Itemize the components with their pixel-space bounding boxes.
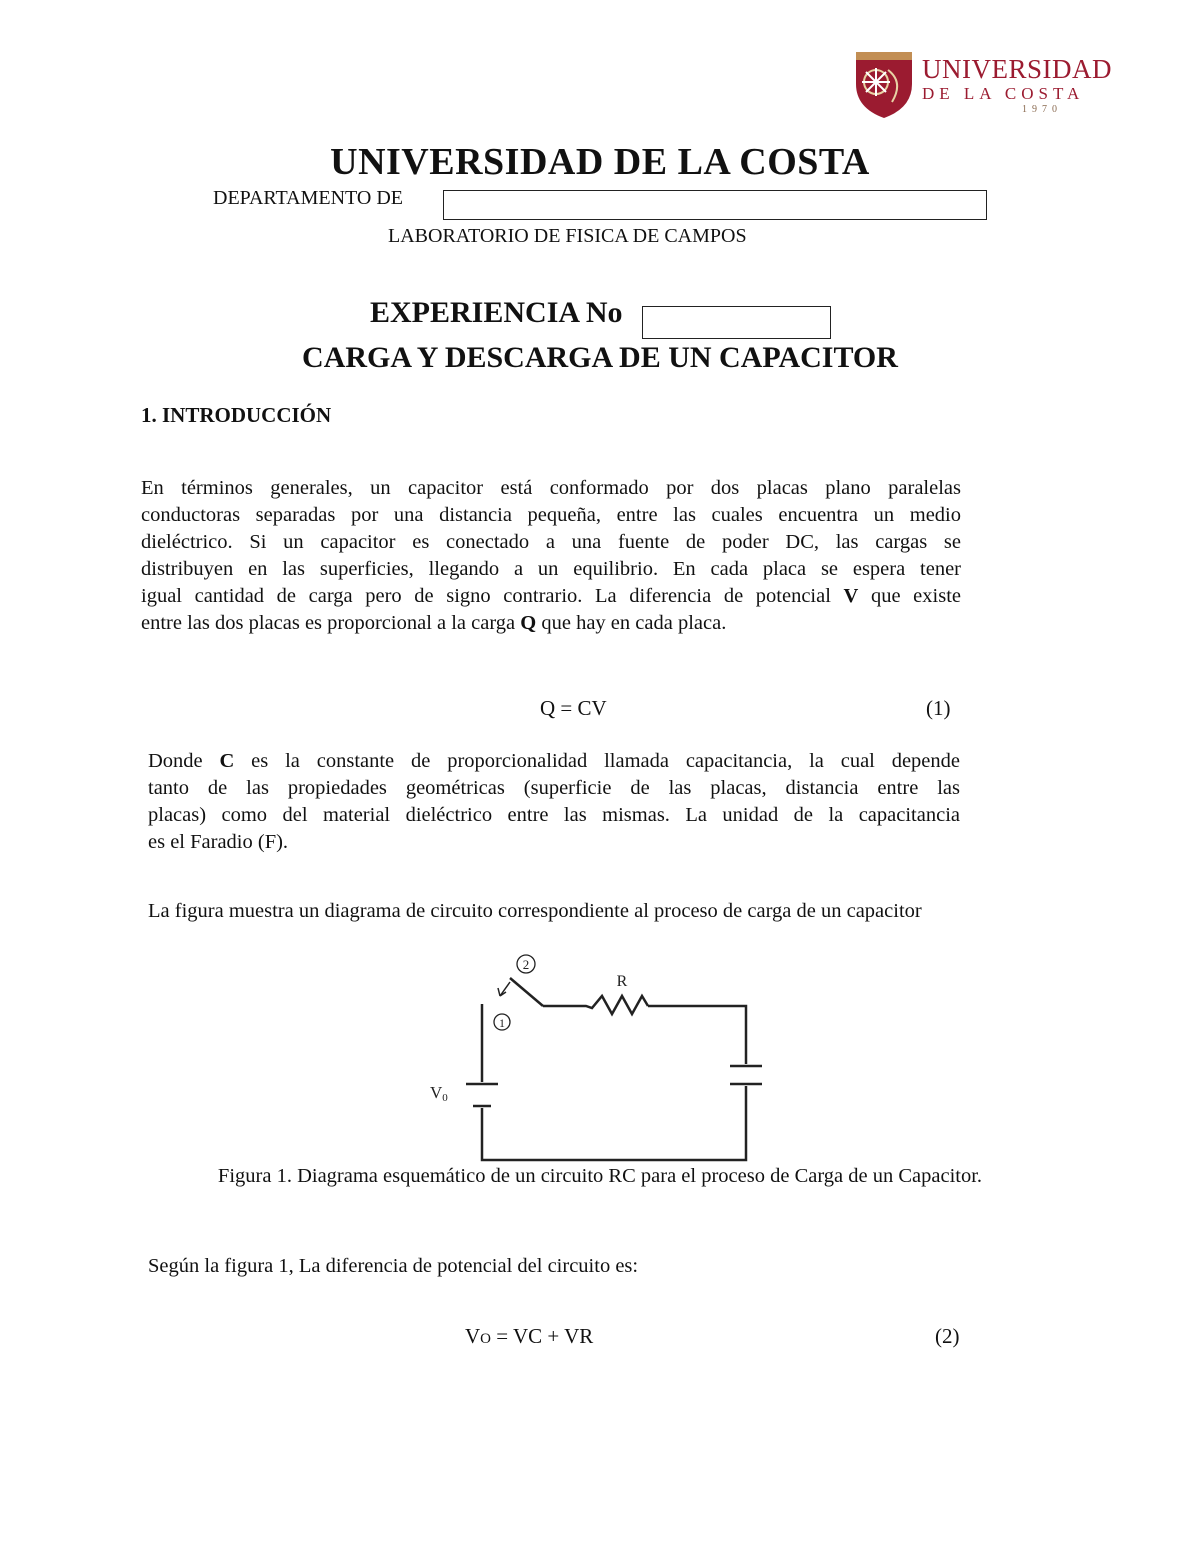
equation-1: Q = CV — [540, 696, 607, 720]
resistor-icon — [543, 996, 648, 1014]
para-line: En términos generales, un capacitor está conformado por dos placas plano paralelas — [141, 477, 961, 499]
para-line: igual cantidad de carga pero de signo contrario. La diferencia de potencial V que existe — [141, 585, 961, 607]
equation-2-number: (2) — [935, 1324, 960, 1348]
source-label: V0 — [430, 1083, 448, 1104]
figure-caption: Figura 1. Diagrama esquemático de un circuito RC para el proceso de Carga de un Capacitor. — [217, 1165, 983, 1187]
logo-line1: UNIVERSIDAD — [922, 54, 1112, 84]
rc-circuit-diagram — [410, 948, 780, 1168]
experience-label: EXPERIENCIA No — [370, 296, 623, 329]
switch-arm — [510, 978, 543, 1006]
section-heading: 1. INTRODUCCIÓN — [141, 403, 332, 427]
para-line: placas) como del material dieléctrico entre las mismas. La unidad de la capacitancia — [148, 804, 960, 826]
page-title: UNIVERSIDAD DE LA COSTA — [330, 141, 870, 183]
wire-right — [648, 1006, 746, 1064]
switch-pos1-label: 1 — [499, 1016, 505, 1030]
lab-title: LABORATORIO DE FISICA DE CAMPOS — [388, 225, 747, 247]
experience-title: CARGA Y DESCARGA DE UN CAPACITOR — [302, 341, 898, 374]
department-label: DEPARTAMENTO DE — [213, 187, 403, 209]
equation-2: VO = VC + VR — [465, 1324, 594, 1348]
switch-pos2-label: 2 — [522, 957, 530, 972]
capacitance-paragraph — [148, 748, 960, 856]
resistor-label: R — [616, 973, 628, 990]
experience-number-field[interactable] — [642, 306, 831, 339]
para-line: conductoras separadas por una distancia pequeña, entre las cuales encuentra un medio — [141, 504, 961, 526]
figure-intro-text: La figura muestra un diagrama de circuito correspondiente al proceso de carga de un capacitor — [148, 900, 922, 922]
university-logo — [852, 42, 1112, 120]
logo-year: 1970 — [1022, 104, 1062, 115]
logo-line2: DE LA COSTA — [922, 84, 1085, 103]
switch-arrow-icon — [498, 982, 510, 996]
circuit-potential-text: Según la figura 1, La diferencia de potencial del circuito es: — [148, 1255, 639, 1277]
department-field[interactable] — [443, 190, 987, 220]
para-line: distribuyen en las superficies, llegando a un equilibrio. En cada placa se espera tener — [141, 558, 961, 580]
wire-bottom — [482, 1086, 746, 1160]
para-line: tanto de las propiedades geométricas (superficie de las placas, distancia entre las — [148, 777, 960, 799]
para-line: entre las dos placas es proporcional a la carga Q que hay en cada placa. — [141, 612, 727, 634]
shield-logo-icon — [852, 42, 916, 120]
para-line: dieléctrico. Si un capacitor es conectado a una fuente de poder DC, las cargas se — [141, 531, 961, 553]
para-line: Donde C es la constante de proporcionalidad llamada capacitancia, la cual depende — [148, 750, 961, 772]
intro-paragraph — [141, 475, 961, 637]
equation-1-number: (1) — [926, 696, 951, 720]
para-line: es el Faradio (F). — [148, 831, 289, 853]
